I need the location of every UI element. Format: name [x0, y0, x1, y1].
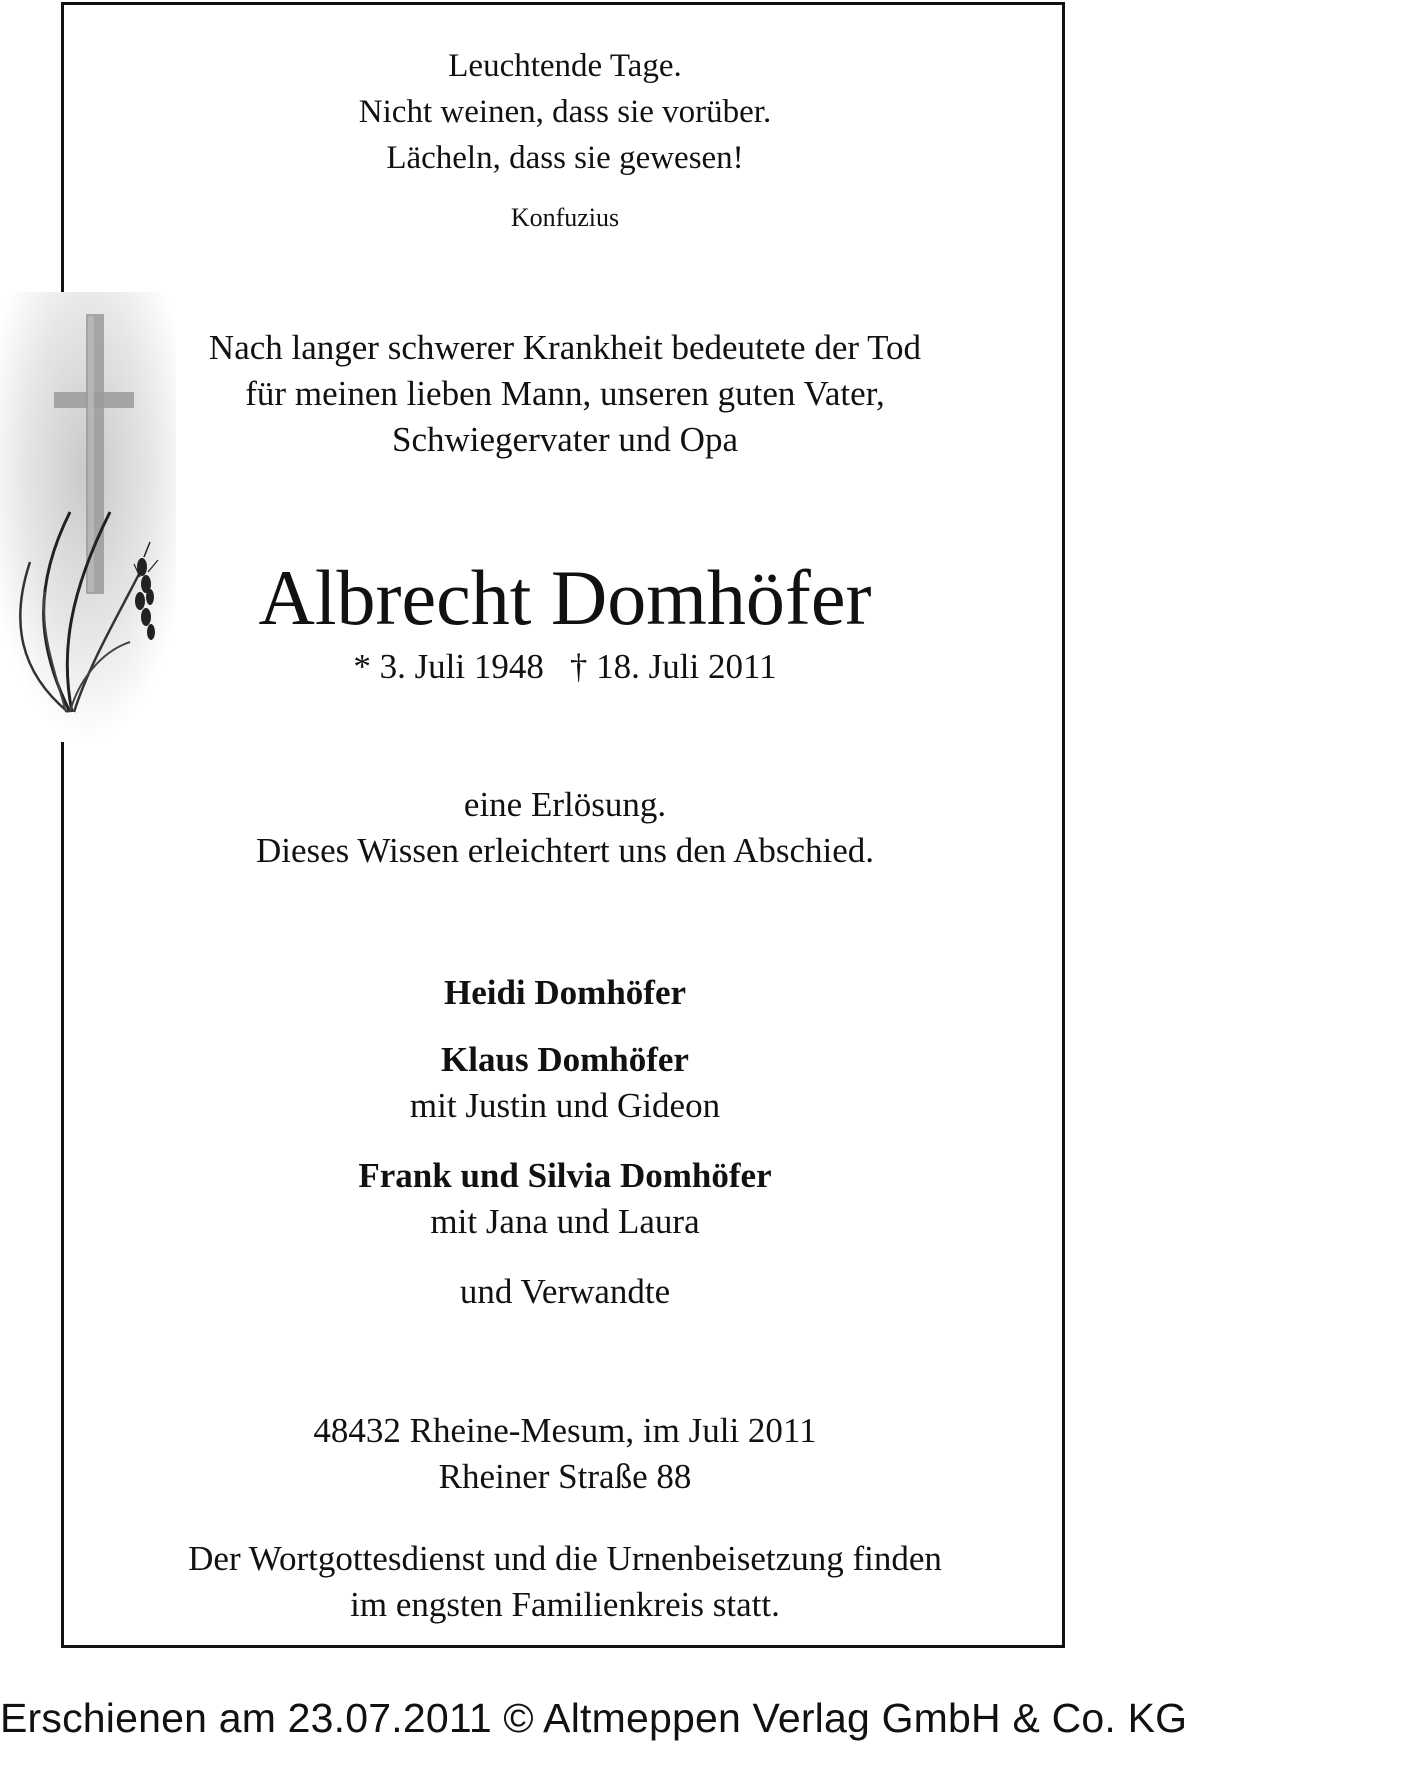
birth-date: * 3. Juli 1948: [353, 647, 544, 686]
intro-line-3: Schwiegervater und Opa: [392, 420, 738, 459]
address-line-2: Rheiner Straße 88: [438, 1457, 692, 1496]
motto-line-3: Lächeln, dass sie gewesen!: [386, 140, 744, 176]
address-line-1: 48432 Rheine-Mesum, im Juli 2011: [313, 1411, 817, 1450]
motto-author: Konfuzius: [510, 203, 620, 232]
relatives: und Verwandte: [459, 1272, 671, 1311]
intro-line-1: Nach langer schwerer Krankheit bedeutete der Tod: [208, 328, 922, 367]
mourner-companions: mit Jana und Laura: [430, 1202, 700, 1241]
motto-line-2: Nicht weinen, dass sie vorüber.: [358, 94, 772, 130]
death-date: † 18. Juli 2011: [569, 647, 777, 686]
mourner-companions: mit Justin und Gideon: [409, 1086, 721, 1125]
deceased-name: Albrecht Domhöfer: [258, 554, 872, 641]
mourner-name: Klaus Domhöfer: [441, 1040, 689, 1079]
intro-line-2: für meinen lieben Mann, unseren guten Vater,: [245, 374, 885, 413]
publication-footer: Erschienen am 23.07.2011 © Altmeppen Verlag GmbH & Co. KG: [0, 1695, 1188, 1741]
closing-line-1: eine Erlösung.: [463, 785, 667, 824]
closing-line-2: Dieses Wissen erleichtert uns den Abschied.: [255, 831, 875, 870]
notice-line-1: Der Wortgottesdienst und die Urnenbeisetzung finden: [188, 1539, 942, 1578]
life-dates: [90, 646, 1040, 688]
notice-line-2: im engsten Familienkreis statt.: [350, 1585, 780, 1624]
mourner-name: Frank und Silvia Domhöfer: [358, 1156, 772, 1195]
mourner-name: Heidi Domhöfer: [443, 973, 687, 1012]
motto-line-1: Leuchtende Tage.: [448, 48, 682, 84]
